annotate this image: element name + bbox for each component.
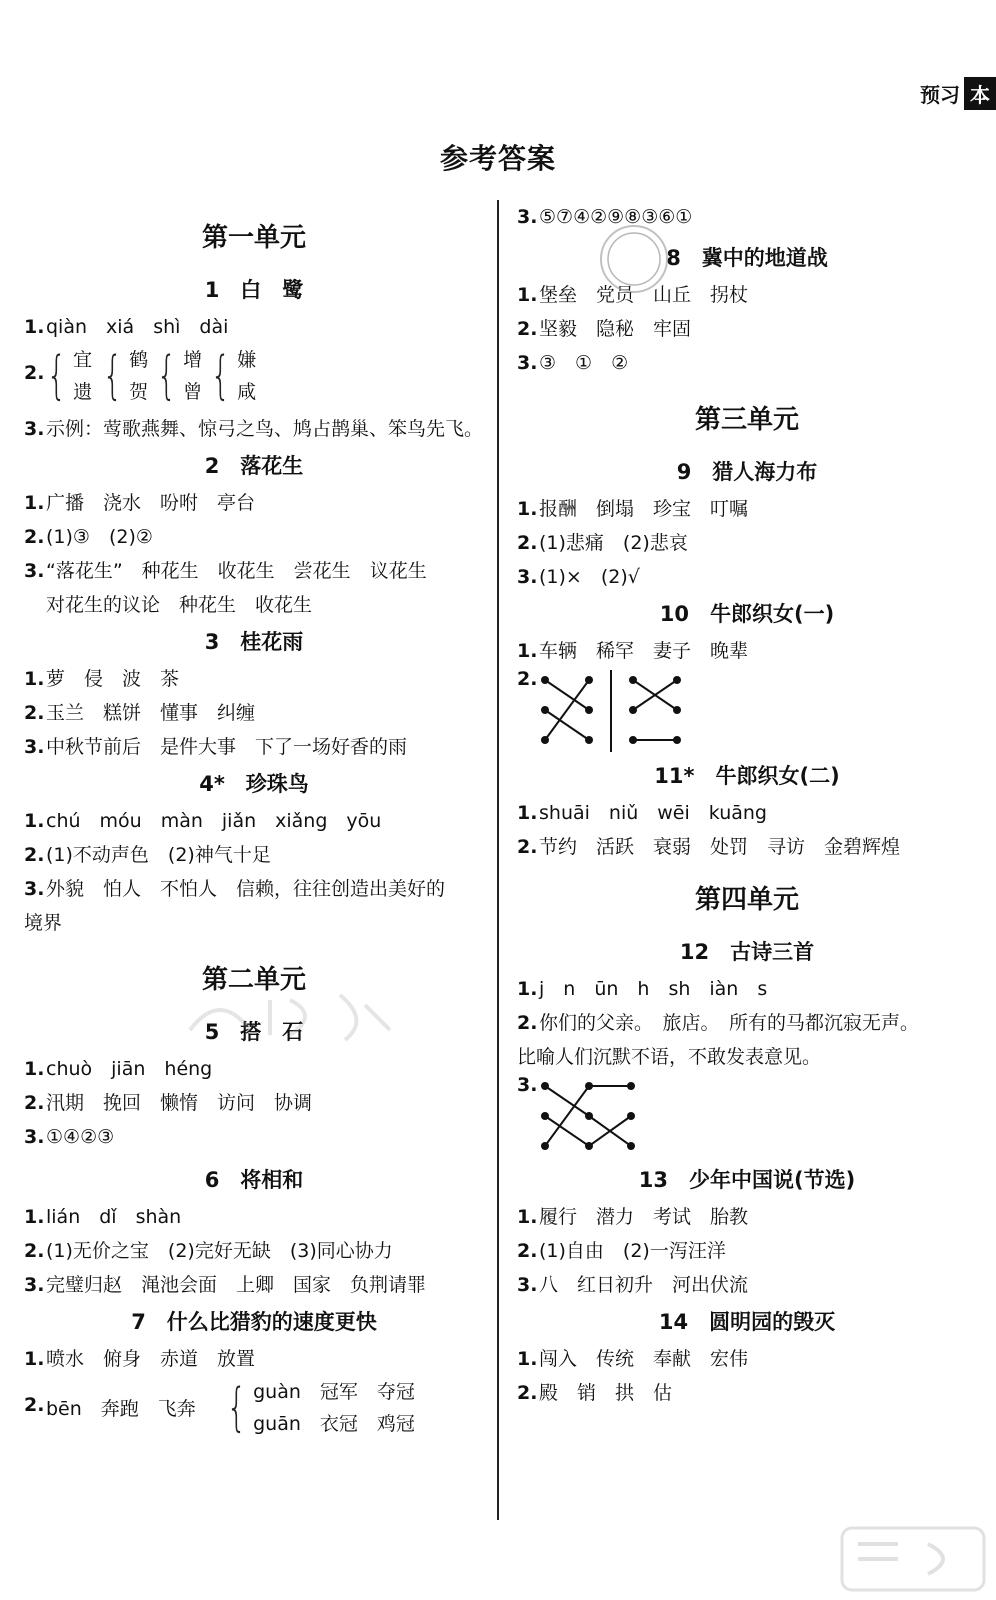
item-number: 3.: [24, 736, 45, 758]
answer-text: 喷水 俯身 赤道 放置: [46, 1348, 256, 1370]
answer-text: lián dǐ shàn: [46, 1206, 182, 1228]
answer-text: 节约 活跃 衰弱 处罚 寻访 金碧辉煌: [539, 836, 901, 858]
lesson-title: 5 搭 石: [204, 1020, 304, 1044]
item-number: 2.: [24, 526, 45, 548]
item-number: 2.: [24, 844, 45, 866]
lesson-title: 7 什么比猎豹的速度更快: [131, 1310, 377, 1334]
item-number: 1.: [517, 640, 538, 662]
right-column: [517, 200, 977, 1410]
item-number: 2.: [517, 1240, 538, 1262]
item-number: 1.: [24, 1206, 45, 1228]
lesson-title: 13 少年中国说(节选): [638, 1168, 856, 1192]
answer-text: (1)不动声色 (2)神气十足: [46, 844, 271, 866]
tab-label-box: 本: [964, 77, 996, 110]
item-number: 2.: [24, 702, 45, 724]
unit-heading: 第二单元: [201, 965, 306, 995]
answer-text: 境界: [24, 912, 63, 934]
lesson-title: 10 牛郎织女(一): [659, 602, 835, 626]
answer-line: [517, 1376, 977, 1410]
answer-text: 履行 潜力 考试 胎教: [539, 1206, 749, 1228]
answer-text: (1)× (2)√: [539, 566, 640, 588]
watermark-logo-icon: [838, 1524, 988, 1594]
answer-line: [24, 1086, 484, 1120]
answer-text: 车辆 稀罕 妻子 晚辈: [539, 640, 749, 662]
answer-line: [517, 346, 977, 380]
answer-line: [24, 872, 484, 906]
answer-line: [24, 838, 484, 872]
stamp-icon: [600, 225, 668, 293]
lesson-title: 4* 珍珠鸟: [199, 772, 309, 796]
answer-line: [24, 412, 484, 446]
item-number: 1.: [24, 1058, 45, 1080]
answer-text: ⑤⑦④②⑨⑧③⑥①: [539, 206, 693, 228]
item-number: 2.: [24, 1092, 45, 1114]
answer-line: [24, 1052, 484, 1086]
answer-text: (1)自由 (2)一泻汪洋: [539, 1240, 726, 1262]
item-number: 3.: [517, 566, 538, 588]
item-number: 1.: [517, 1206, 538, 1228]
pair-char: 增: [183, 349, 203, 371]
item-number: 3.: [517, 206, 538, 228]
item-number: 1.: [24, 492, 45, 514]
item-number: 3.: [24, 418, 45, 440]
item-number: 2.: [517, 1012, 538, 1034]
pair-char: 咸: [237, 381, 257, 403]
matching-lines-diagram: [537, 670, 697, 752]
answer-line: [24, 1234, 484, 1268]
answer-text: ①④②③: [46, 1126, 115, 1148]
answer-line: [24, 310, 484, 344]
answer-text: (1)悲痛 (2)悲哀: [539, 532, 688, 554]
pair-char: 曾: [183, 381, 203, 403]
answer-line: [517, 312, 977, 346]
answer-line: [24, 696, 484, 730]
item-number: 1.: [517, 498, 538, 520]
char-pair: [96, 344, 148, 408]
answer-line: [24, 1200, 484, 1234]
page-title: 参考答案: [439, 142, 556, 175]
char-pair: [204, 344, 256, 408]
pair-char: 鹤: [129, 349, 149, 371]
lesson-title: 8 冀中的地道战: [666, 246, 828, 270]
answer-line: [24, 906, 484, 940]
unit-heading: 第四单元: [694, 885, 799, 915]
answer-text: 玉兰 糕饼 懂事 纠缠: [46, 702, 256, 724]
answer-text: 萝 侵 波 茶: [46, 668, 180, 690]
answer-text: chuò jiān héng: [46, 1058, 213, 1080]
item-number: 3.: [517, 1074, 538, 1096]
answer-text: bēn 奔跑 飞奔: [46, 1398, 196, 1420]
matching-diagram-row: [517, 668, 977, 756]
lesson-title: 11* 牛郎织女(二): [654, 764, 840, 788]
answer-text: 比喻人们沉默不语，不敢发表意见。: [517, 1046, 822, 1068]
answer-line: [517, 1006, 977, 1040]
reading-line: guàn 冠军 夺冠: [253, 1381, 415, 1403]
answer-text: ③ ① ②: [539, 352, 629, 374]
answer-brace-row: [24, 344, 484, 412]
lesson-title: 3 桂花雨: [204, 630, 304, 654]
answer-brace-row: [24, 1376, 484, 1446]
answer-text: shuāi niǔ wēi kuāng: [539, 802, 767, 824]
lesson-title: 1 白 鹭: [204, 278, 304, 302]
answer-line: [517, 200, 977, 234]
lesson-title: 9 猎人海力布: [676, 460, 818, 484]
item-number: 2.: [517, 532, 538, 554]
answer-text: 坚毅 隐秘 牢固: [539, 318, 692, 340]
brace-icon: {: [102, 346, 123, 406]
answer-line: [24, 486, 484, 520]
answer-text: 完璧归赵 渑池会面 上卿 国家 负荆请罪: [46, 1274, 427, 1296]
watermark-icon: [180, 985, 400, 1045]
answer-text: 外貌 怕人 不怕人 信赖，往往创造出美好的: [46, 878, 446, 900]
answer-line: [517, 972, 977, 1006]
pair-char: 宜: [73, 349, 93, 371]
answer-text: “落花生” 种花生 收花生 尝花生 议花生: [46, 560, 427, 582]
pair-char: 遗: [73, 381, 93, 403]
item-number: 3.: [517, 352, 538, 374]
left-column: [24, 200, 484, 1446]
item-number: 2.: [24, 362, 45, 384]
answer-text: chú móu màn jiǎn xiǎng yōu: [46, 810, 382, 832]
answer-line: [517, 560, 977, 594]
item-number: 3.: [24, 878, 45, 900]
lesson-title: 2 落花生: [204, 454, 304, 478]
pair-char: 贺: [129, 381, 149, 403]
item-number: 1.: [24, 316, 45, 338]
item-number: 1.: [517, 802, 538, 824]
answer-line: [24, 1268, 484, 1302]
answer-line: [517, 526, 977, 560]
item-number: 2.: [517, 668, 538, 690]
answer-line: [24, 554, 484, 588]
item-number: 2.: [517, 318, 538, 340]
item-number: 2.: [24, 1394, 45, 1416]
answer-line: [517, 492, 977, 526]
item-number: 1.: [24, 668, 45, 690]
answer-text: 闯入 传统 奉献 宏伟: [539, 1348, 749, 1370]
item-number: 1.: [517, 1348, 538, 1370]
lesson-title: 6 将相和: [204, 1168, 304, 1192]
brace-icon: {: [210, 346, 231, 406]
matching-diagram-row: [517, 1074, 977, 1160]
answer-line: [517, 796, 977, 830]
answer-text: qiàn xiá shì dài: [46, 316, 229, 338]
brace-icon: {: [46, 346, 67, 406]
answer-line: [517, 830, 977, 864]
item-number: 3.: [24, 1274, 45, 1296]
answer-text: 对花生的议论 种花生 收花生: [46, 594, 313, 616]
matching-lines-diagram: [537, 1078, 647, 1156]
answer-line: [517, 1268, 977, 1302]
section-tab: [916, 78, 996, 108]
item-number: 3.: [24, 1126, 45, 1148]
answer-text: 汛期 挽回 懒惰 访问 协调: [46, 1092, 313, 1114]
tab-label: 预习: [920, 82, 960, 107]
answer-text: 示例：莺歌燕舞、惊弓之鸟、鸠占鹊巢、笨鸟先飞。: [46, 418, 484, 440]
item-number: 2.: [517, 1382, 538, 1404]
brace-icon: {: [226, 1378, 247, 1438]
column-divider: [497, 200, 499, 1520]
char-pair: [150, 344, 202, 408]
answer-line: [517, 1200, 977, 1234]
answer-text: j n ūn h sh iàn s: [539, 978, 768, 1000]
lesson-title: 14 圆明园的毁灭: [658, 1310, 836, 1334]
answer-text: 殿 销 拱 估: [539, 1382, 673, 1404]
brace-icon: {: [156, 346, 177, 406]
item-number: 1.: [517, 978, 538, 1000]
answer-text: 堡垒 党员 山丘 拐杖: [539, 284, 749, 306]
answer-line: [24, 520, 484, 554]
item-number: 1.: [24, 1348, 45, 1370]
answer-line: [517, 1234, 977, 1268]
item-number: 3.: [517, 1274, 538, 1296]
unit-heading: 第三单元: [694, 405, 799, 435]
answer-line: [517, 278, 977, 312]
answer-text: 中秋节前后 是件大事 下了一场好香的雨: [46, 736, 408, 758]
answer-text: 广播 浇水 吩咐 亭台: [46, 492, 256, 514]
item-number: 2.: [24, 1240, 45, 1262]
answer-line: [517, 1342, 977, 1376]
answer-line: [24, 588, 484, 622]
answer-line: [24, 1342, 484, 1376]
lesson-title: 12 古诗三首: [679, 940, 815, 964]
answer-line: [517, 634, 977, 668]
answer-text: 八 红日初升 河出伏流: [539, 1274, 749, 1296]
answer-text: 你们的父亲。 旅店。 所有的马都沉寂无声。: [539, 1012, 920, 1034]
answer-text: (1)无价之宝 (2)完好无缺 (3)同心协力: [46, 1240, 393, 1262]
item-number: 1.: [517, 284, 538, 306]
pair-char: 嫌: [237, 349, 257, 371]
answer-text: 报酬 倒塌 珍宝 叮嘱: [539, 498, 749, 520]
char-pair: [40, 344, 92, 408]
item-number: 2.: [517, 836, 538, 858]
reading-line: guān 衣冠 鸡冠: [253, 1413, 415, 1435]
item-number: 3.: [24, 560, 45, 582]
answer-line: [517, 1040, 977, 1074]
answer-line: [24, 804, 484, 838]
answer-line: [24, 662, 484, 696]
answer-line: [24, 1120, 484, 1154]
item-number: 1.: [24, 810, 45, 832]
unit-heading: 第一单元: [201, 223, 306, 253]
answer-line: [24, 730, 484, 764]
answer-text: (1)③ (2)②: [46, 526, 153, 548]
reading-pair: [220, 1376, 415, 1440]
